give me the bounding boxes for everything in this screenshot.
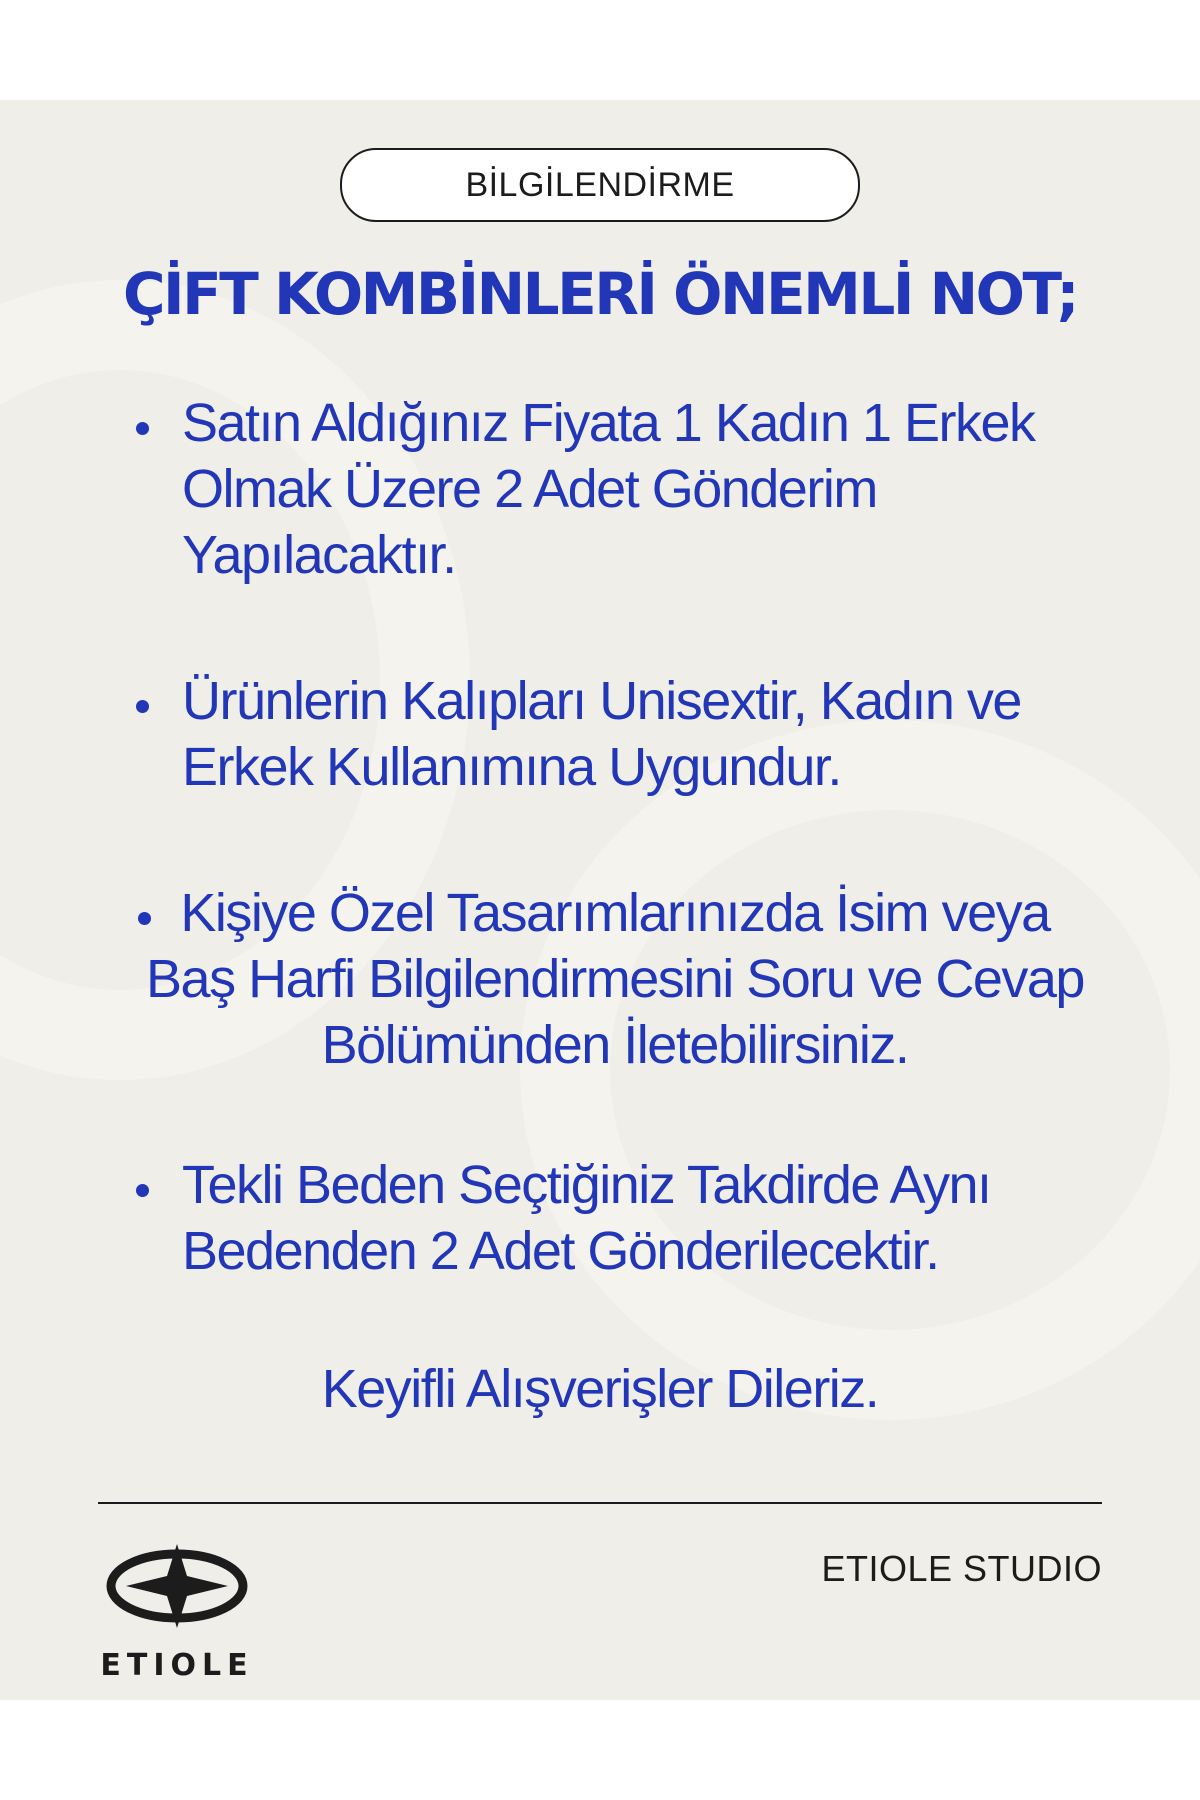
farewell-text: Keyifli Alışverişler Dileriz. [321, 1359, 879, 1419]
logo-wordmark: ETIOLE [100, 1648, 254, 1683]
brand-name: ETIOLE STUDIO [821, 1548, 1102, 1589]
notes-list [130, 390, 1100, 1284]
list-item [130, 880, 1100, 1078]
divider [98, 1502, 1102, 1504]
bullet-icon [136, 422, 149, 435]
list-item [130, 668, 1100, 800]
info-card [0, 100, 1200, 1700]
list-item [130, 390, 1100, 588]
note-text: Satın Aldığınız Fiyata 1 Kadın 1 Erkek Olmak Üzere 2 Adet Gönderim Yapılacaktır. [182, 393, 1035, 585]
page-title: ÇİFT KOMBİNLERİ ÖNEMLİ NOT; [122, 260, 1078, 328]
star-ellipse-icon [80, 1536, 274, 1636]
bullet-icon [138, 912, 151, 925]
bullet-icon [136, 700, 149, 713]
bullet-icon [136, 1184, 149, 1197]
note-text: Ürünlerin Kalıpları Unisextir, Kadın ve Erkek Kullanımına Uygundur. [182, 671, 1021, 797]
info-badge-label: BİLGİLENDİRME [465, 165, 735, 204]
note-text: Kişiye Özel Tasarımlarınızda İsim veya Baş Harfi Bilgilendirmesini Soru ve Cevap Bölümünden İletebilirsiniz. [146, 883, 1084, 1075]
brand-logo [80, 1536, 274, 1683]
info-badge [340, 148, 860, 222]
note-text: Tekli Beden Seçtiğiniz Takdirde Aynı Bedenden 2 Adet Gönderilecektir. [182, 1155, 991, 1281]
list-item [130, 1152, 1100, 1284]
